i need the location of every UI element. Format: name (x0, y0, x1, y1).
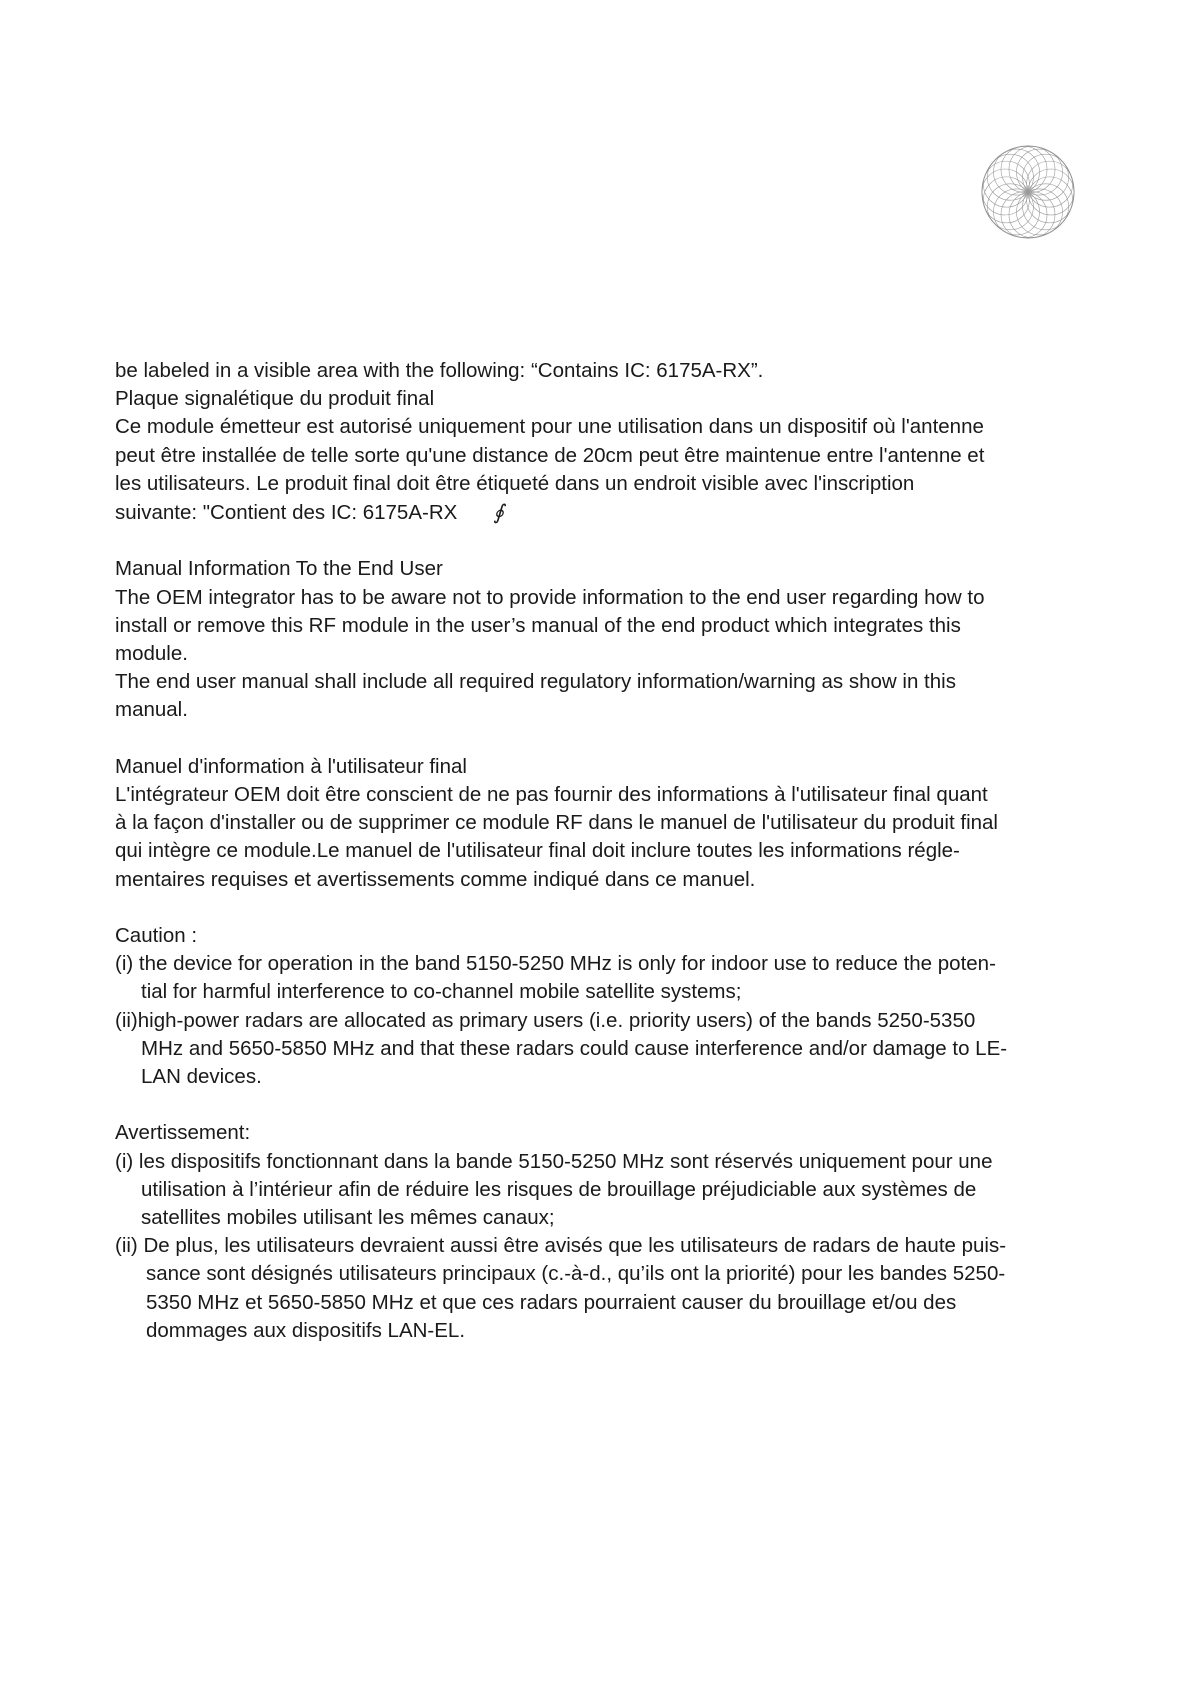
body-line: à la façon d'installer ou de supprimer ce module RF dans le manuel de l'utilisateur du produit final (115, 811, 998, 835)
list-item-line: utilisation à l’intérieur afin de réduire les risques de brouillage préjudiciable aux systèmes de (141, 1177, 977, 1201)
list-item-line: tial for harmful interference to co-channel mobile satellite systems; (141, 980, 742, 1004)
body-line: module. (115, 642, 188, 666)
list-item-line: LAN devices. (141, 1065, 262, 1089)
list-item-line: (ii) De plus, les utilisateurs devraient aussi être avisés que les utilisateurs de radars de haute puis- (115, 1234, 1007, 1258)
caution-section (115, 922, 1075, 1091)
labeling-section (115, 357, 1075, 527)
list-item-line: sance sont désignés utilisateurs principaux (c.-à-d., qu’ils ont la priorité) pour les bandes 5250- (146, 1262, 1006, 1286)
manual-info-en-section (115, 555, 1075, 724)
document-body (115, 357, 1075, 1345)
body-line: peut être installée de telle sorte qu'une distance de 20cm peut être maintenue entre l'antenne et (115, 443, 985, 467)
manual-info-fr-section (115, 753, 1075, 894)
label-fr-heading: Plaque signalétique du produit final (115, 387, 435, 411)
list-item-line: (ii)high-power radars are allocated as primary users (i.e. priority users) of the bands 5250-5350 (115, 1008, 976, 1032)
body-line: The OEM integrator has to be aware not to provide information to the end user regarding how to (115, 585, 985, 609)
ic-inscription: suivante: "Contient des IC: 6175A-RX (115, 501, 458, 525)
body-line: install or remove this RF module in the user’s manual of the end product which integrates this (115, 613, 961, 637)
body-line: qui intègre ce module.Le manuel de l'utilisateur final doit inclure toutes les informations régle- (115, 839, 960, 863)
avertissement-section (115, 1119, 1075, 1345)
section-heading: Manuel d'information à l'utilisateur final (115, 754, 467, 778)
body-line: Ce module émetteur est autorisé uniquement pour une utilisation dans un dispositif où l'antenne (115, 415, 984, 439)
spirograph-logo (980, 144, 1076, 240)
list-item-line: 5350 MHz et 5650-5850 MHz et que ces radars pourraient causer du brouillage et/ou des (146, 1290, 957, 1314)
body-line: L'intégrateur OEM doit être conscient de ne pas fournir des informations à l'utilisateur final quant (115, 783, 988, 807)
body-line: mentaires requises et avertissements comme indiqué dans ce manuel. (115, 867, 756, 891)
label-requirement-line: be labeled in a visible area with the following: “Contains IC: 6175A-RX”. (115, 359, 764, 382)
body-line: les utilisateurs. Le produit final doit être étiqueté dans un endroit visible avec l'inscription (115, 471, 915, 495)
body-line (115, 498, 1075, 527)
list-item-line: (i) les dispositifs fonctionnant dans la bande 5150-5250 MHz sont réservés uniquement pour une (115, 1149, 993, 1173)
list-item-line: satellites mobiles utilisant les mêmes canaux; (141, 1206, 555, 1230)
contour-integral-glyph: ∮ (493, 500, 504, 525)
body-line: manual. (115, 698, 188, 722)
section-heading: Caution : (115, 924, 198, 948)
body-line: The end user manual shall include all required regulatory information/warning as show in this (115, 670, 956, 694)
section-heading: Avertissement: (115, 1121, 251, 1145)
list-item-line: dommages aux dispositifs LAN-EL. (146, 1318, 466, 1342)
section-heading: Manual Information To the End User (115, 557, 443, 581)
list-item-line: (i) the device for operation in the band 5150-5250 MHz is only for indoor use to reduce the poten- (115, 952, 996, 976)
list-item-line: MHz and 5650-5850 MHz and that these radars could cause interference and/or damage to LE- (141, 1036, 1008, 1060)
